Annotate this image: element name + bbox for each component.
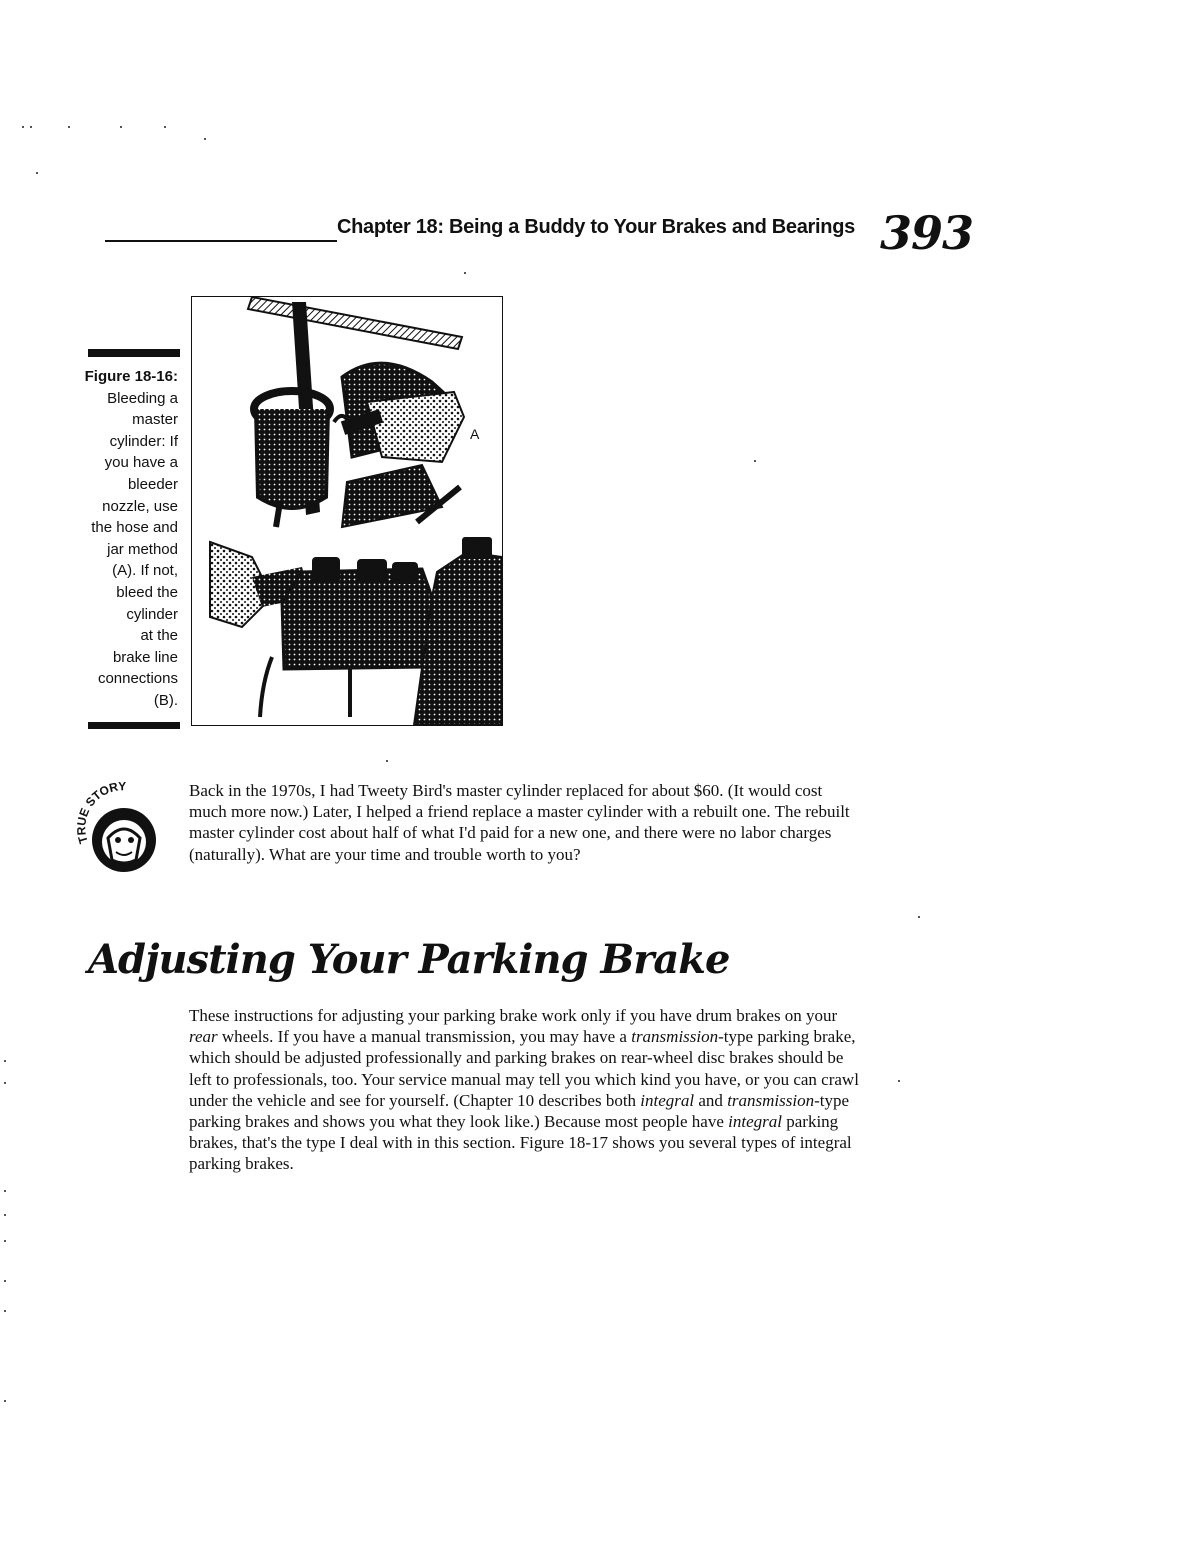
scan-speck xyxy=(4,1280,6,1282)
caption-line: cylinder: If xyxy=(109,432,178,450)
para-text: These instructions for adjusting your parking brake work only if you have drum brakes on your xyxy=(189,1006,838,1025)
figure-label: Figure 18-16: xyxy=(84,368,178,385)
para-emphasis: integral xyxy=(640,1090,695,1110)
section-heading: Adjusting Your Parking Brake xyxy=(88,936,730,983)
scan-speck xyxy=(164,126,166,128)
caption-rule-bottom xyxy=(88,722,180,729)
scan-speck xyxy=(68,126,70,128)
scan-speck xyxy=(22,126,24,128)
caption-line: cylinder xyxy=(126,605,178,623)
figure-label-b: B xyxy=(474,537,484,553)
caption-rule-top xyxy=(88,349,180,357)
caption-line: at the xyxy=(140,627,178,645)
scan-speck xyxy=(754,460,756,462)
para-emphasis: integral xyxy=(728,1112,782,1132)
caption-line: (B). xyxy=(153,691,178,709)
scan-speck xyxy=(4,1082,6,1084)
caption-line: the hose and xyxy=(91,519,178,537)
header-rule xyxy=(105,240,337,242)
body-paragraph xyxy=(189,1005,859,1175)
figure-label-a: A xyxy=(470,426,480,442)
para-text: and xyxy=(694,1090,728,1110)
page-number: 393 xyxy=(880,206,974,260)
scan-speck xyxy=(4,1310,6,1312)
caption-line: (A). If not, xyxy=(112,562,178,580)
figure-illustration xyxy=(191,296,503,726)
caption-line: nozzle, use xyxy=(102,497,178,515)
scan-speck xyxy=(120,126,122,128)
scan-speck xyxy=(918,916,920,918)
true-story-label: TRUE STORY xyxy=(74,780,127,846)
scan-speck xyxy=(4,1400,6,1402)
true-story-text: Back in the 1970s, I had Tweety Bird's master cylinder replaced for about $60. (It would cost much more now.) Later, I helped a friend replace a master cylinder with a rebuilt one. The rebuilt master cylinder cost about half of what I'd paid for a new one, and there were no labor charges (naturally). What are your time and trouble worth to you? xyxy=(189,781,850,864)
scan-speck xyxy=(4,1240,6,1242)
caption-line: bleed the xyxy=(116,583,178,601)
caption-line: brake line xyxy=(112,648,178,666)
figure-caption xyxy=(82,366,178,712)
caption-line: bleeder xyxy=(127,475,178,493)
para-emphasis: rear xyxy=(189,1027,218,1047)
caption-line: Bleeding a xyxy=(107,389,178,407)
para-text: -type parking brakes and shows you what they look like.) Because most people have xyxy=(189,1090,850,1132)
para-emphasis: transmission xyxy=(727,1090,815,1110)
caption-line: connections xyxy=(97,670,178,688)
true-story-icon xyxy=(74,780,170,880)
caption-line: master xyxy=(132,411,178,429)
scan-speck xyxy=(386,760,388,762)
caption-line: you have a xyxy=(104,454,178,472)
para-text: parking brakes, that's the type I deal with in this section. Figure 18-17 shows you several types of integral parking brakes. xyxy=(189,1112,852,1174)
running-head: Chapter 18: Being a Buddy to Your Brakes and Bearings xyxy=(337,216,855,238)
scan-speck xyxy=(36,172,38,174)
para-text: wheels. If you have a manual transmission, you may have a xyxy=(217,1027,632,1047)
scan-speck xyxy=(4,1214,6,1216)
scan-speck xyxy=(464,272,466,274)
scan-speck xyxy=(898,1080,900,1082)
scan-speck xyxy=(4,1060,6,1062)
caption-line: jar method xyxy=(107,540,178,558)
scan-speck xyxy=(30,126,32,128)
scan-speck xyxy=(204,138,206,140)
scan-speck xyxy=(4,1190,6,1192)
para-emphasis: transmission xyxy=(631,1027,719,1047)
para-text: -type parking brake, which should be adjusted professionally and parking brakes on rear-wheel disc brakes should be left to professionals, too. Your service manual may tell you which kind you have, or you can crawl under the vehicle and see for yourself. (Chapter 10 describes both xyxy=(189,1027,859,1110)
